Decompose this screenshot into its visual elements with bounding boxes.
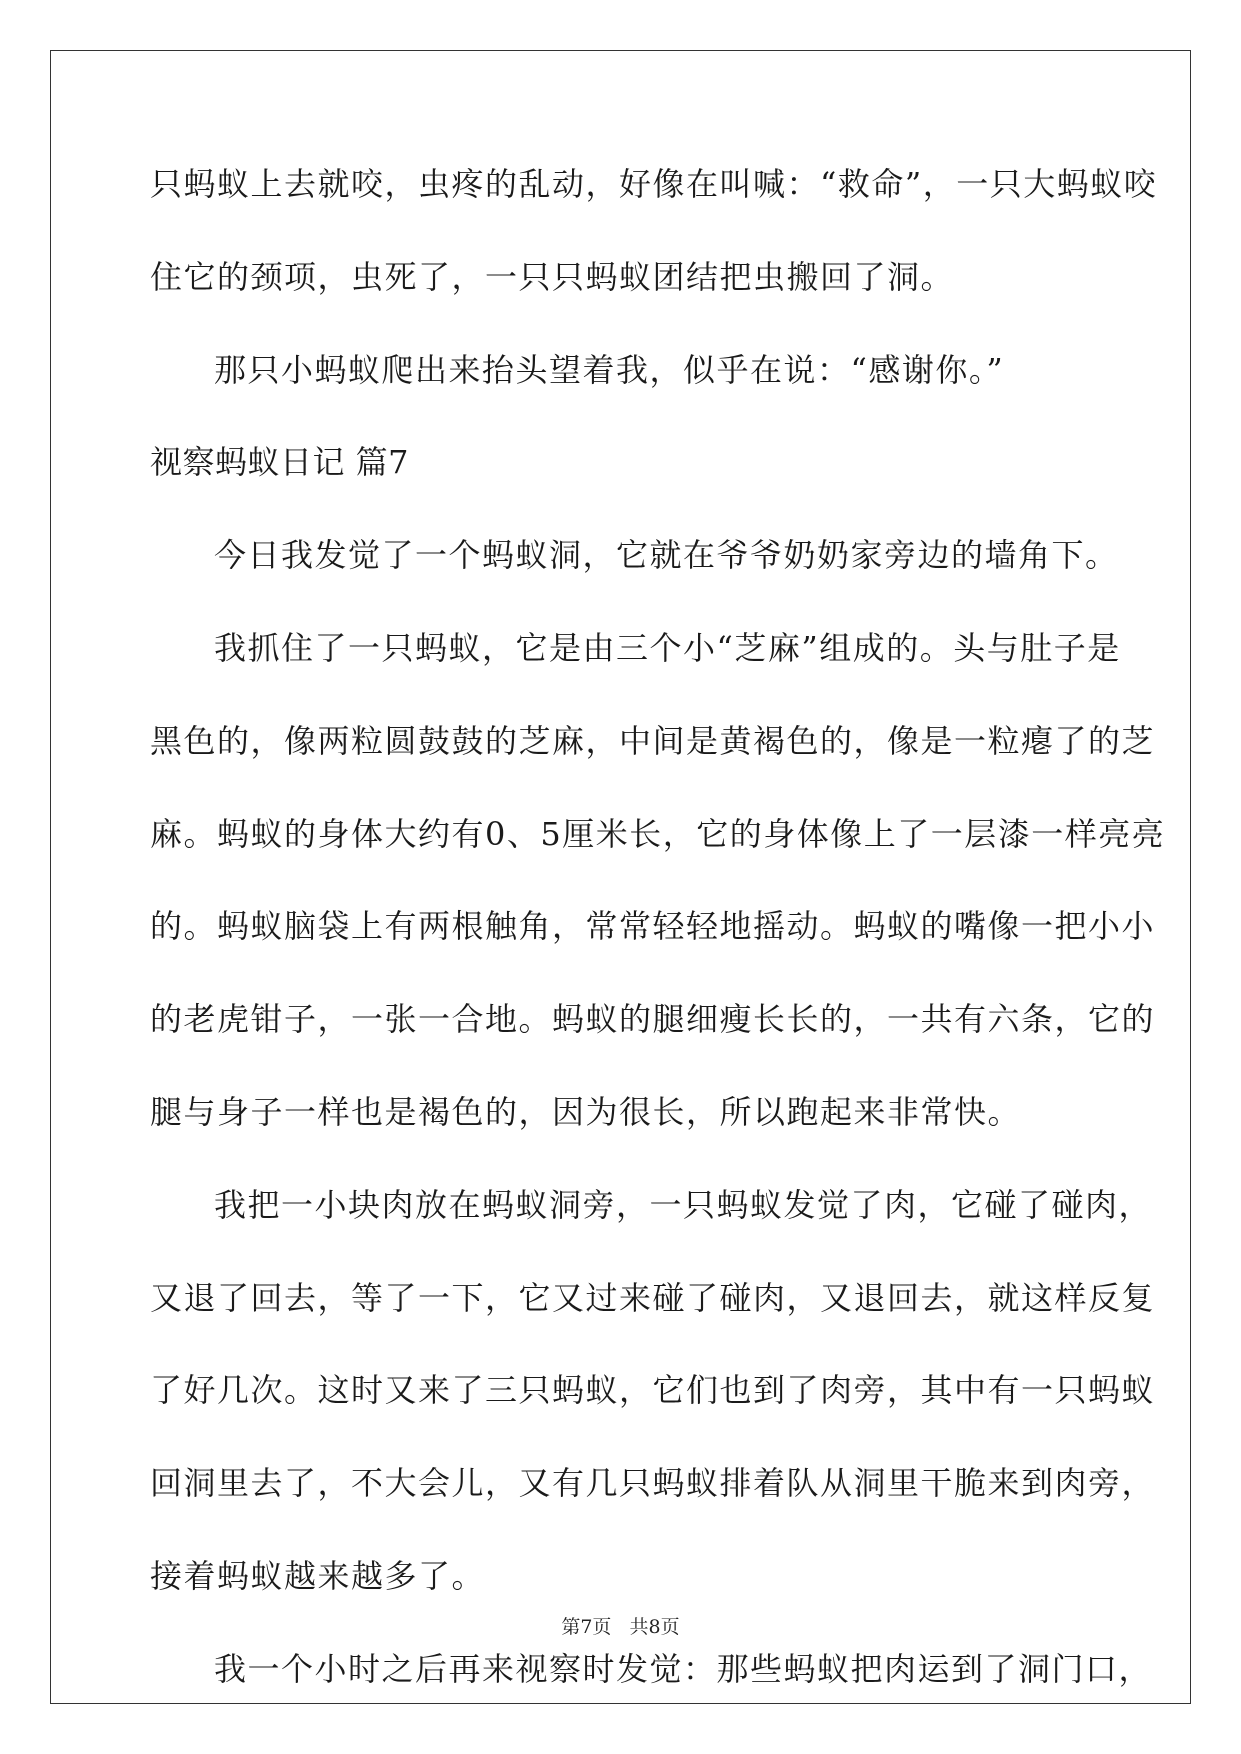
text-line-16: 接着蚂蚁越来越多了。	[150, 1556, 486, 1595]
text-line-5: 今日我发觉了一个蚂蚁洞，它就在爷爷奶奶家旁边的墙角下。	[214, 536, 1119, 575]
text-line-15: 回洞里去了，不大会儿，又有几只蚂蚁排着队从洞里干脆来到肉旁，	[150, 1464, 1156, 1503]
text-line-8: 麻。蚂蚁的身体大约有0、5厘米长，它的身体像上了一层漆一样亮亮	[150, 814, 1166, 853]
text-line-1: 只蚂蚁上去就咬，虫疼的乱动，好像在叫喊：“救命”，一只大蚂蚁咬	[150, 165, 1158, 203]
text-line-9: 的。蚂蚁脑袋上有两根触角，常常轻轻地摇动。蚂蚁的嘴像一把小小	[150, 907, 1156, 946]
text-line-11: 腿与身子一样也是褐色的，因为很长，所以跑起来非常快。	[150, 1092, 1022, 1131]
text-line-6: 我抓住了一只蚂蚁，它是由三个小“芝麻”组成的。头与肚子是	[214, 628, 1121, 667]
text-line-17: 我一个小时之后再来视察时发觉：那些蚂蚁把肉运到了洞门口，	[214, 1649, 1153, 1688]
text-line-3: 那只小蚂蚁爬出来抬头望着我，似乎在说：“感谢你。”	[214, 350, 1005, 389]
text-line-14: 了好几次。这时又来了三只蚂蚁，它们也到了肉旁，其中有一只蚂蚁	[150, 1371, 1156, 1410]
text-line-10: 的老虎钳子，一张一合地。蚂蚁的腿细瘦长长的，一共有六条，它的	[150, 1000, 1156, 1039]
text-line-13: 又退了回去，等了一下，它又过来碰了碰肉，又退回去，就这样反复	[150, 1278, 1156, 1317]
text-line-12: 我把一小块肉放在蚂蚁洞旁，一只蚂蚁发觉了肉，它碰了碰肉，	[214, 1185, 1153, 1224]
section-heading: 视察蚂蚁日记 篇7	[150, 443, 410, 482]
text-line-7: 黑色的，像两粒圆鼓鼓的芝麻，中间是黄褐色的，像是一粒瘪了的芝	[150, 721, 1156, 760]
text-line-2: 住它的颈项，虫死了，一只只蚂蚁团结把虫搬回了洞。	[150, 257, 955, 296]
page-number-footer: 第7页 共8页	[561, 1616, 680, 1638]
document-body	[150, 165, 1166, 1743]
